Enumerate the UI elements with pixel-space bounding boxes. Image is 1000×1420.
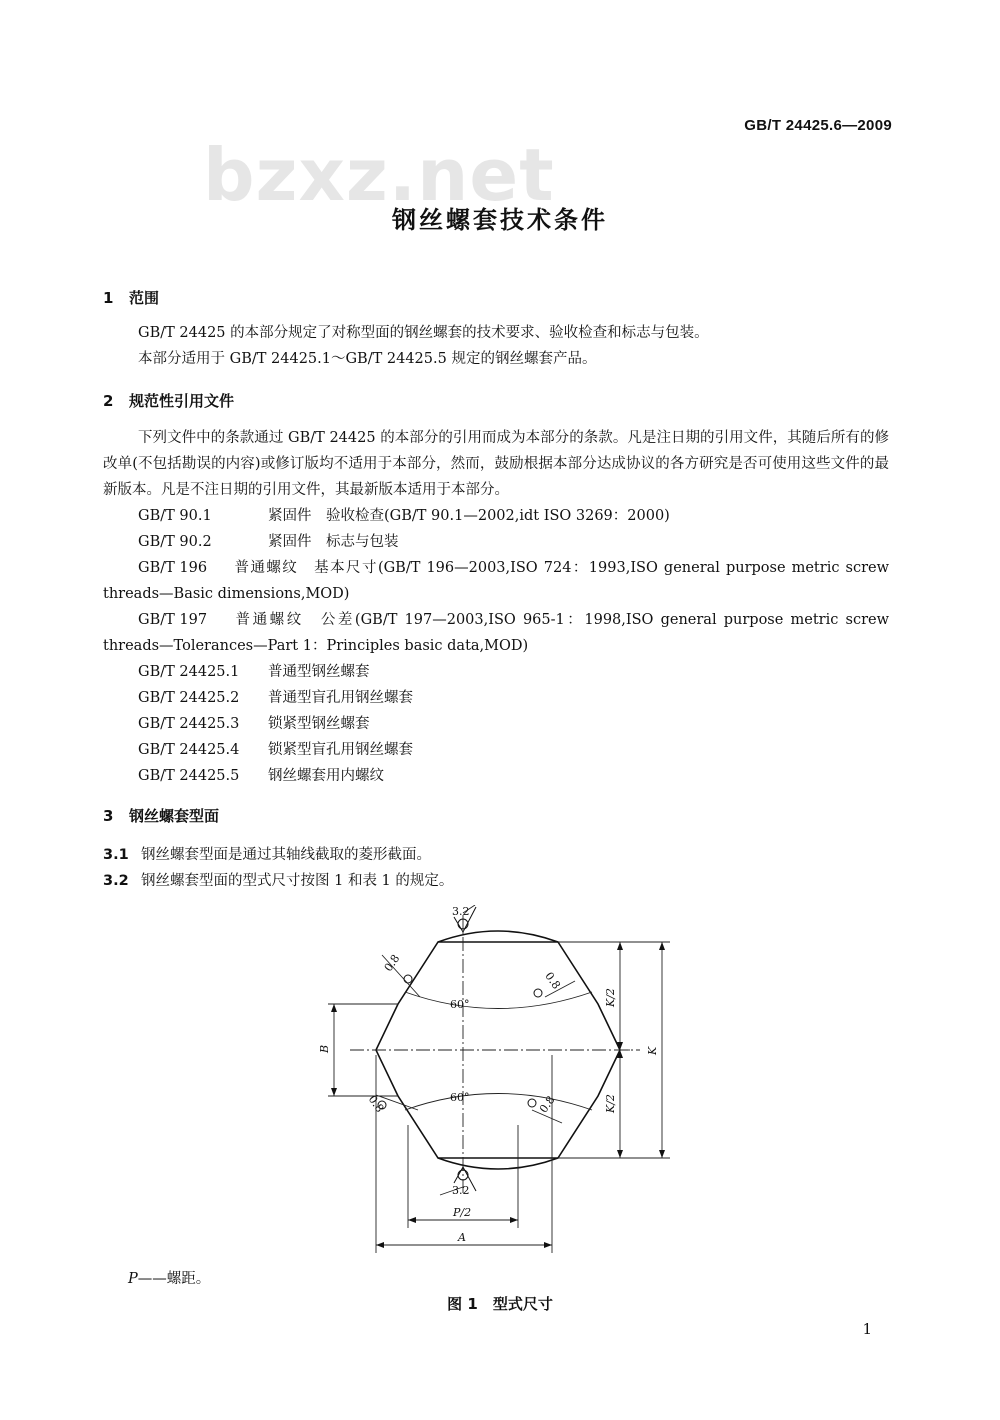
note-symbol: P — [128, 1271, 138, 1287]
reference-code: GB/T 24425.1 — [138, 664, 240, 680]
page-number: 1 — [862, 1320, 872, 1338]
section-2-heading — [103, 390, 234, 411]
reference-code: GB/T 24425.2 — [138, 690, 240, 706]
reference-title: 紧固件 标志与包装 — [268, 534, 399, 550]
section-number: 3 — [103, 807, 114, 825]
reference-item — [103, 555, 889, 607]
label-dim-b: B — [318, 1044, 331, 1053]
reference-title: 钢丝螺套用内螺纹 — [268, 768, 384, 784]
reference-code: GB/T 196 — [138, 560, 208, 576]
label-angle-bottom: 60° — [450, 1091, 470, 1104]
label-roughness-upper-right: 0.8 — [542, 969, 563, 992]
label-roughness-lower-right: 0.8 — [536, 1093, 558, 1116]
bottom-crest-arc — [438, 1158, 558, 1169]
label-roughness-lower-left: 0.8 — [365, 1093, 387, 1115]
section-number: 1 — [103, 289, 114, 307]
reference-code: GB/T 90.1 — [138, 508, 212, 524]
label-roughness-upper-left: 0.8 — [381, 952, 403, 974]
section-3-heading — [103, 805, 219, 826]
reference-code: GB/T 24425.5 — [138, 768, 240, 784]
paragraph: GB/T 24425 的本部分规定了对称型面的钢丝螺套的技术要求、验收检查和标志与包装。 — [138, 325, 709, 341]
reference-title: 普通螺纹 公差(GB/T 197—2003,ISO 965-1：1998,ISO general purpose metric screw threads—Tolerances—Part 1：Principles basic data,MOD) — [103, 612, 889, 654]
clause-3-2 — [103, 868, 453, 894]
reference-item — [103, 607, 889, 659]
document-title: 钢丝螺套技术条件 — [392, 206, 608, 234]
section-title: 范围 — [129, 289, 160, 307]
reference-item — [138, 737, 413, 763]
label-roughness-bottom: 3.2 — [452, 1184, 470, 1197]
paragraph: 本部分适用于 GB/T 24425.1～GB/T 24425.5 规定的钢丝螺套产品。 — [138, 351, 597, 367]
reference-title: 锁紧型盲孔用钢丝螺套 — [268, 742, 413, 758]
reference-item — [138, 659, 370, 685]
reference-item — [138, 503, 670, 529]
profile-figure — [300, 905, 700, 1255]
clause-number: 3.2 — [103, 873, 129, 889]
reference-title: 普通型钢丝螺套 — [268, 664, 370, 680]
label-dim-k-half-top: K/2 — [604, 988, 617, 1007]
figure-note — [128, 1267, 210, 1288]
reference-code: GB/T 24425.3 — [138, 716, 240, 732]
label-dim-p-half: P/2 — [453, 1206, 472, 1219]
label-dim-a: A — [458, 1231, 466, 1244]
reference-code: GB/T 90.2 — [138, 534, 212, 550]
reference-item — [138, 685, 413, 711]
reference-title: 紧固件 验收检查(GB/T 90.1—2002,idt ISO 3269：2000) — [268, 508, 670, 524]
label-roughness-top: 3.2 — [452, 905, 470, 918]
section-title: 钢丝螺套型面 — [129, 807, 220, 825]
top-crest-arc — [438, 931, 558, 942]
angle-arc-top — [405, 992, 592, 1009]
clause-number: 3.1 — [103, 847, 129, 863]
figure-caption: 图 1 型式尺寸 — [447, 1295, 553, 1313]
clause-text: 钢丝螺套型面是通过其轴线截取的菱形截面。 — [141, 847, 431, 863]
reference-title: 普通型盲孔用钢丝螺套 — [268, 690, 413, 706]
reference-title: 普通螺纹 基本尺寸(GB/T 196—2003,ISO 724：1993,ISO general purpose metric screw threads—Basic dimensions,MOD) — [103, 560, 889, 602]
section-number: 2 — [103, 392, 114, 410]
label-dim-k-half-bottom: K/2 — [604, 1094, 617, 1113]
clause-text: 钢丝螺套型面的型式尺寸按图 1 和表 1 的规定。 — [141, 873, 454, 889]
roughness-symbol-ur — [534, 989, 542, 997]
reference-title: 锁紧型钢丝螺套 — [268, 716, 370, 732]
references-intro: 下列文件中的条款通过 GB/T 24425 的本部分的引用而成为本部分的条款。凡是注日期的引用文件，其随后所有的修改单(不包括勘误的内容)或修订版均不适用于本部分，然而，鼓励根据本部分达成协议的各方研究是否可使用这些文件的最新版本。凡是不注日期的引用文件，其最新版本适用于本部分。 — [103, 430, 889, 498]
label-dim-k: K — [646, 1046, 659, 1055]
watermark: bzxz.net — [203, 133, 555, 217]
clause-3-1 — [103, 842, 431, 868]
reference-item — [138, 763, 384, 789]
section-title: 规范性引用文件 — [129, 392, 235, 410]
reference-code: GB/T 24425.4 — [138, 742, 240, 758]
reference-code: GB/T 197 — [138, 612, 208, 628]
note-text: ——螺距。 — [137, 1271, 211, 1287]
roughness-symbol-lr — [528, 1099, 536, 1107]
label-angle-top: 60° — [450, 998, 470, 1011]
section-1-heading — [103, 287, 159, 308]
standard-number: GB/T 24425.6—2009 — [744, 117, 892, 134]
angle-arc-bottom — [405, 1094, 592, 1111]
reference-item — [138, 529, 399, 555]
reference-item — [138, 711, 370, 737]
roughness-symbol-ul — [404, 975, 412, 983]
